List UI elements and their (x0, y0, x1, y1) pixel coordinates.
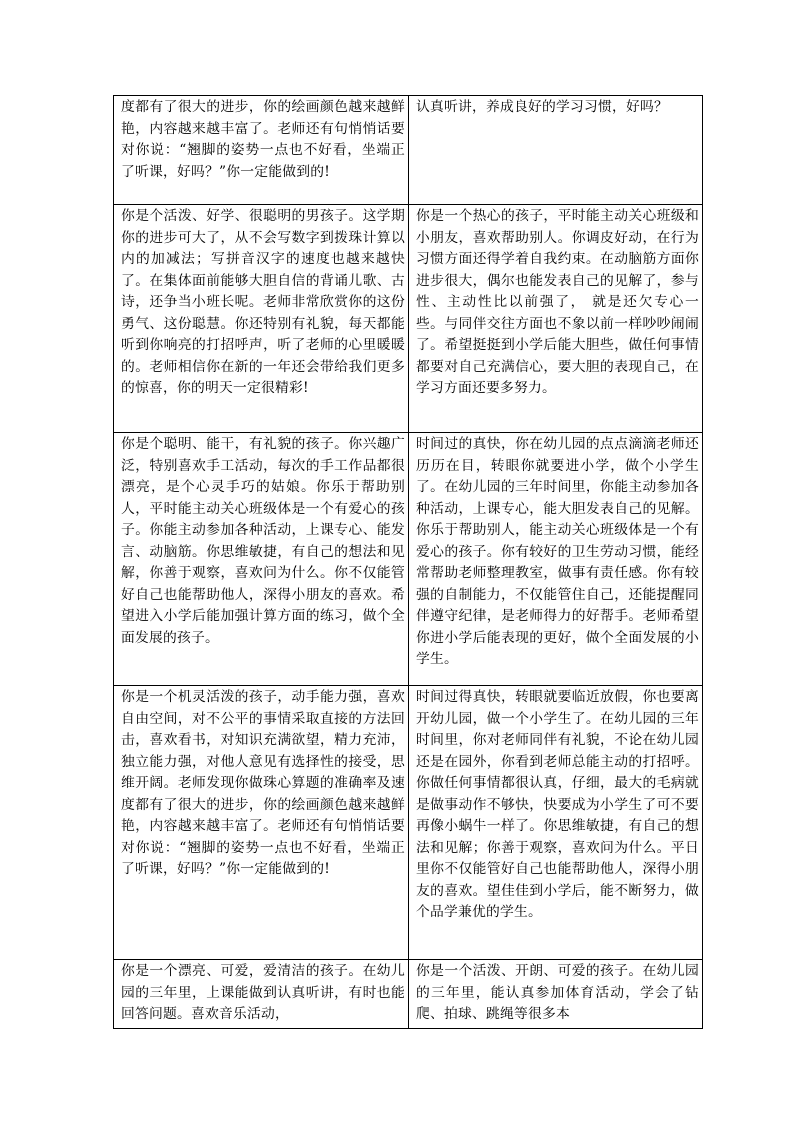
comment-cell-right: 你是一个热心的孩子，平时能主动关心班级和小朋友，喜欢帮助别人。你调皮好动，在行为习惯方面还得学着自我约束。在动脑筋方面你进步很大，偶尔也能发表自己的见解了，参与性、主动性比以前强了， 就是还欠专心一些。与同伴交往方面也不象以前一样吵吵闹闹了。希望挺挺到小学后能大胆些，做任何事情都要对自己充满信心，要大胆的表现自己，在学习方面还要多努力。 (409, 205, 703, 433)
comment-cell-right: 时间过的真快，你在幼儿园的点点滴滴老师还历历在目，转眼你就要进小学，做个小学生了。在幼儿园的三年时间里，你能主动参加各种活动，上课专心，能大胆发表自己的见解。你乐于帮助别人，能主动关心班级体是一个有爱心的孩子。你有较好的卫生劳动习惯，能经常帮助老师整理教室，做事有责任感。你有较强的自制能力，不仅能管住自己，还能提醒同伴遵守纪律，是老师得力的好帮手。老师希望你进小学后能表现的更好，做个全面发展的小学生。 (409, 433, 703, 686)
table-row (114, 205, 703, 433)
table-row (114, 960, 703, 1029)
comment-cell-left: 你是个活泼、好学、很聪明的男孩子。这学期你的进步可大了，从不会写数字到拨珠计算以内的加减法；写拼音汉字的速度也越来越快了。在集体面前能够大胆自信的背诵儿歌、古诗，还争当小班长呢。老师非常欣赏你的这份勇气、这份聪慧。你还特别有礼貌，每天都能听到你响亮的打招呼声，听了老师的心里暖暖的。老师相信你在新的一年还会带给我们更多的惊喜，你的明天一定很精彩! (114, 205, 409, 433)
table-row (114, 96, 703, 205)
comment-cell-right: 认真听讲，养成良好的学习习惯，好吗？ (409, 96, 703, 205)
table-row (114, 433, 703, 686)
table-row (114, 686, 703, 960)
comment-cell-left: 度都有了很大的进步，你的绘画颜色越来越鲜艳，内容越来越丰富了。老师还有句悄悄话要对你说：“翘脚的姿势一点也不好看，坐端正了听课，好吗？”你一定能做到的! (114, 96, 409, 205)
comment-cell-left: 你是一个机灵活泼的孩子，动手能力强，喜欢自由空间，对不公平的事情采取直接的方法回击，喜欢看书，对知识充满欲望，精力充沛，独立能力强，对他人意见有选择性的接受，思维开阔。老师发现你做珠心算题的准确率及速度都有了很大的进步，你的绘画颜色越来越鲜艳，内容越来越丰富了。老师还有句悄悄话要对你说：“翘脚的姿势一点也不好看，坐端正了听课，好吗？”你一定能做到的! (114, 686, 409, 960)
comment-cell-left: 你是一个漂亮、可爱，爱清洁的孩子。在幼儿园的三年里，上课能做到认真听讲，有时也能回答问题。喜欢音乐活动， (114, 960, 409, 1029)
comment-cell-right: 你是一个活泼、开朗、可爱的孩子。在幼儿园的三年里，能认真参加体育活动，学会了钻爬、拍球、跳绳等很多本 (409, 960, 703, 1029)
comment-cell-right: 时间过得真快，转眼就要临近放假，你也要离开幼儿园，做一个小学生了。在幼儿园的三年时间里，你对老师同伴有礼貌，不论在幼儿园还是在园外，你看到老师总能主动的打招呼。你做任何事情都很认真，仔细，最大的毛病就是做事动作不够快，快要成为小学生了可不要再像小蜗牛一样了。你思维敏捷，有自己的想法和见解；你善于观察，喜欢问为什么。平日里你不仅能管好自己也能帮助他人，深得小朋友的喜欢。望佳佳到小学后，能不断努力，做个品学兼优的学生。 (409, 686, 703, 960)
comment-cell-left: 你是个聪明、能干，有礼貌的孩子。你兴趣广泛，特别喜欢手工活动，每次的手工作品都很漂亮，是个心灵手巧的姑娘。你乐于帮助别人，平时能主动关心班级体是一个有爱心的孩子。你能主动参加各种活动，上课专心、能发言、动脑筋。你思维敏捷，有自己的想法和见解，你善于观察，喜欢问为什么。你不仅能管好自己也能帮助他人，深得小朋友的喜欢。希望进入小学后能加强计算方面的练习，做个全面发展的孩子。 (114, 433, 409, 686)
comments-table (113, 95, 703, 1029)
